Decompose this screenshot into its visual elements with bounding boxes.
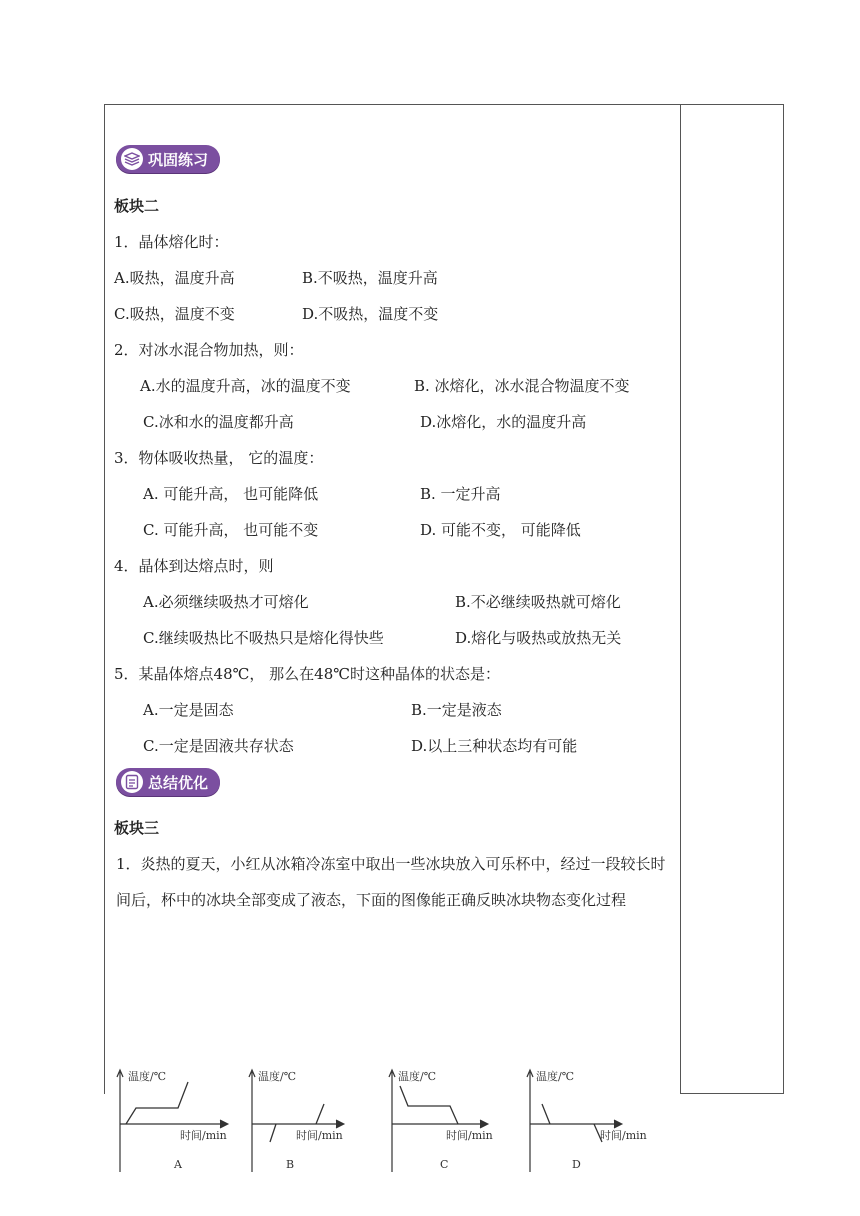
graph-d-letter: D [572,1158,581,1171]
layers-icon [121,148,143,170]
q1-option-d: D.不吸热，温度不变 [302,305,439,323]
table-left-border [104,104,105,1094]
section-badge-consolidate [116,145,220,173]
graph-a-ylabel: 温度/℃ [128,1070,167,1083]
q3-option-a: A. 可能升高， 也可能降低 [143,485,319,503]
graph-c-ylabel: 温度/℃ [398,1070,437,1083]
q5-option-d: D.以上三种状态均有可能 [411,737,578,755]
graph-b [240,1068,375,1178]
question-5-stem: 5．某晶体熔点48℃， 那么在48℃时这种晶体的状态是： [114,665,501,683]
question-2-stem: 2．对冰水混合物加热，则： [114,341,304,359]
badge-label: 巩固练习 [148,150,209,169]
q4-option-c: C.继续吸热比不吸热只是熔化得快些 [143,629,384,647]
graph-b-ylabel: 温度/℃ [258,1070,297,1083]
q1-option-b: B.不吸热，温度升高 [302,269,438,287]
question-3-stem: 3．物体吸收热量， 它的温度： [114,449,324,467]
q2-option-a: A.水的温度升高，冰的温度不变 [140,377,351,395]
graph-b-xlabel: 时间/min [296,1129,343,1142]
q2-option-b: B. 冰熔化，冰水混合物温度不变 [414,377,630,395]
table-divider [680,104,681,1094]
graph-c [380,1068,515,1178]
table-bottom-border [680,1093,784,1094]
q3-option-b: B. 一定升高 [420,485,501,503]
q1-option-a: A.吸热，温度升高 [114,269,235,287]
q4-option-d: D.熔化与吸热或放热无关 [455,629,622,647]
graph-a-xlabel: 时间/min [180,1129,227,1142]
section-badge-summary [116,768,220,796]
q5-option-a: A.一定是固态 [143,701,234,719]
graph-d-ylabel: 温度/℃ [536,1070,575,1083]
graph-a-letter: A [174,1158,182,1171]
q2-option-c: C.冰和水的温度都升高 [143,413,294,431]
question-1-stem: 1．晶体熔化时： [114,233,229,251]
q4-option-a: A.必须继续吸热才可熔化 [143,593,309,611]
graph-c-letter: C [440,1158,449,1171]
notes-icon [121,771,143,793]
graph-a [108,1068,243,1178]
table-right-border [783,104,784,1094]
badge-label: 总结优化 [148,773,209,792]
graph-b-letter: B [286,1158,295,1171]
q3-option-d: D. 可能不变， 可能降低 [420,521,581,539]
section3-question-1: 1．炎热的夏天，小红从冰箱冷冻室中取出一些冰块放入可乐杯中，经过一段较长时间后，杯中的冰块全部变成了液态，下面的图像能正确反映冰块物态变化过程 [116,855,666,909]
q3-option-c: C. 可能升高， 也可能不变 [143,521,319,539]
question-4-stem: 4．晶体到达熔点时，则 [114,557,274,575]
block-title-3: 板块三 [114,819,160,837]
block-title-2: 板块二 [114,197,160,215]
q1-option-c: C.吸热，温度不变 [114,305,235,323]
q5-option-b: B.一定是液态 [411,701,502,719]
table-top-border [104,104,784,105]
graph-d [518,1068,653,1178]
q4-option-b: B.不必继续吸热就可熔化 [455,593,621,611]
graph-d-xlabel: 时间/min [600,1129,647,1142]
q5-option-c: C.一定是固液共存状态 [143,737,294,755]
q2-option-d: D.冰熔化，水的温度升高 [420,413,587,431]
graph-c-xlabel: 时间/min [446,1129,493,1142]
